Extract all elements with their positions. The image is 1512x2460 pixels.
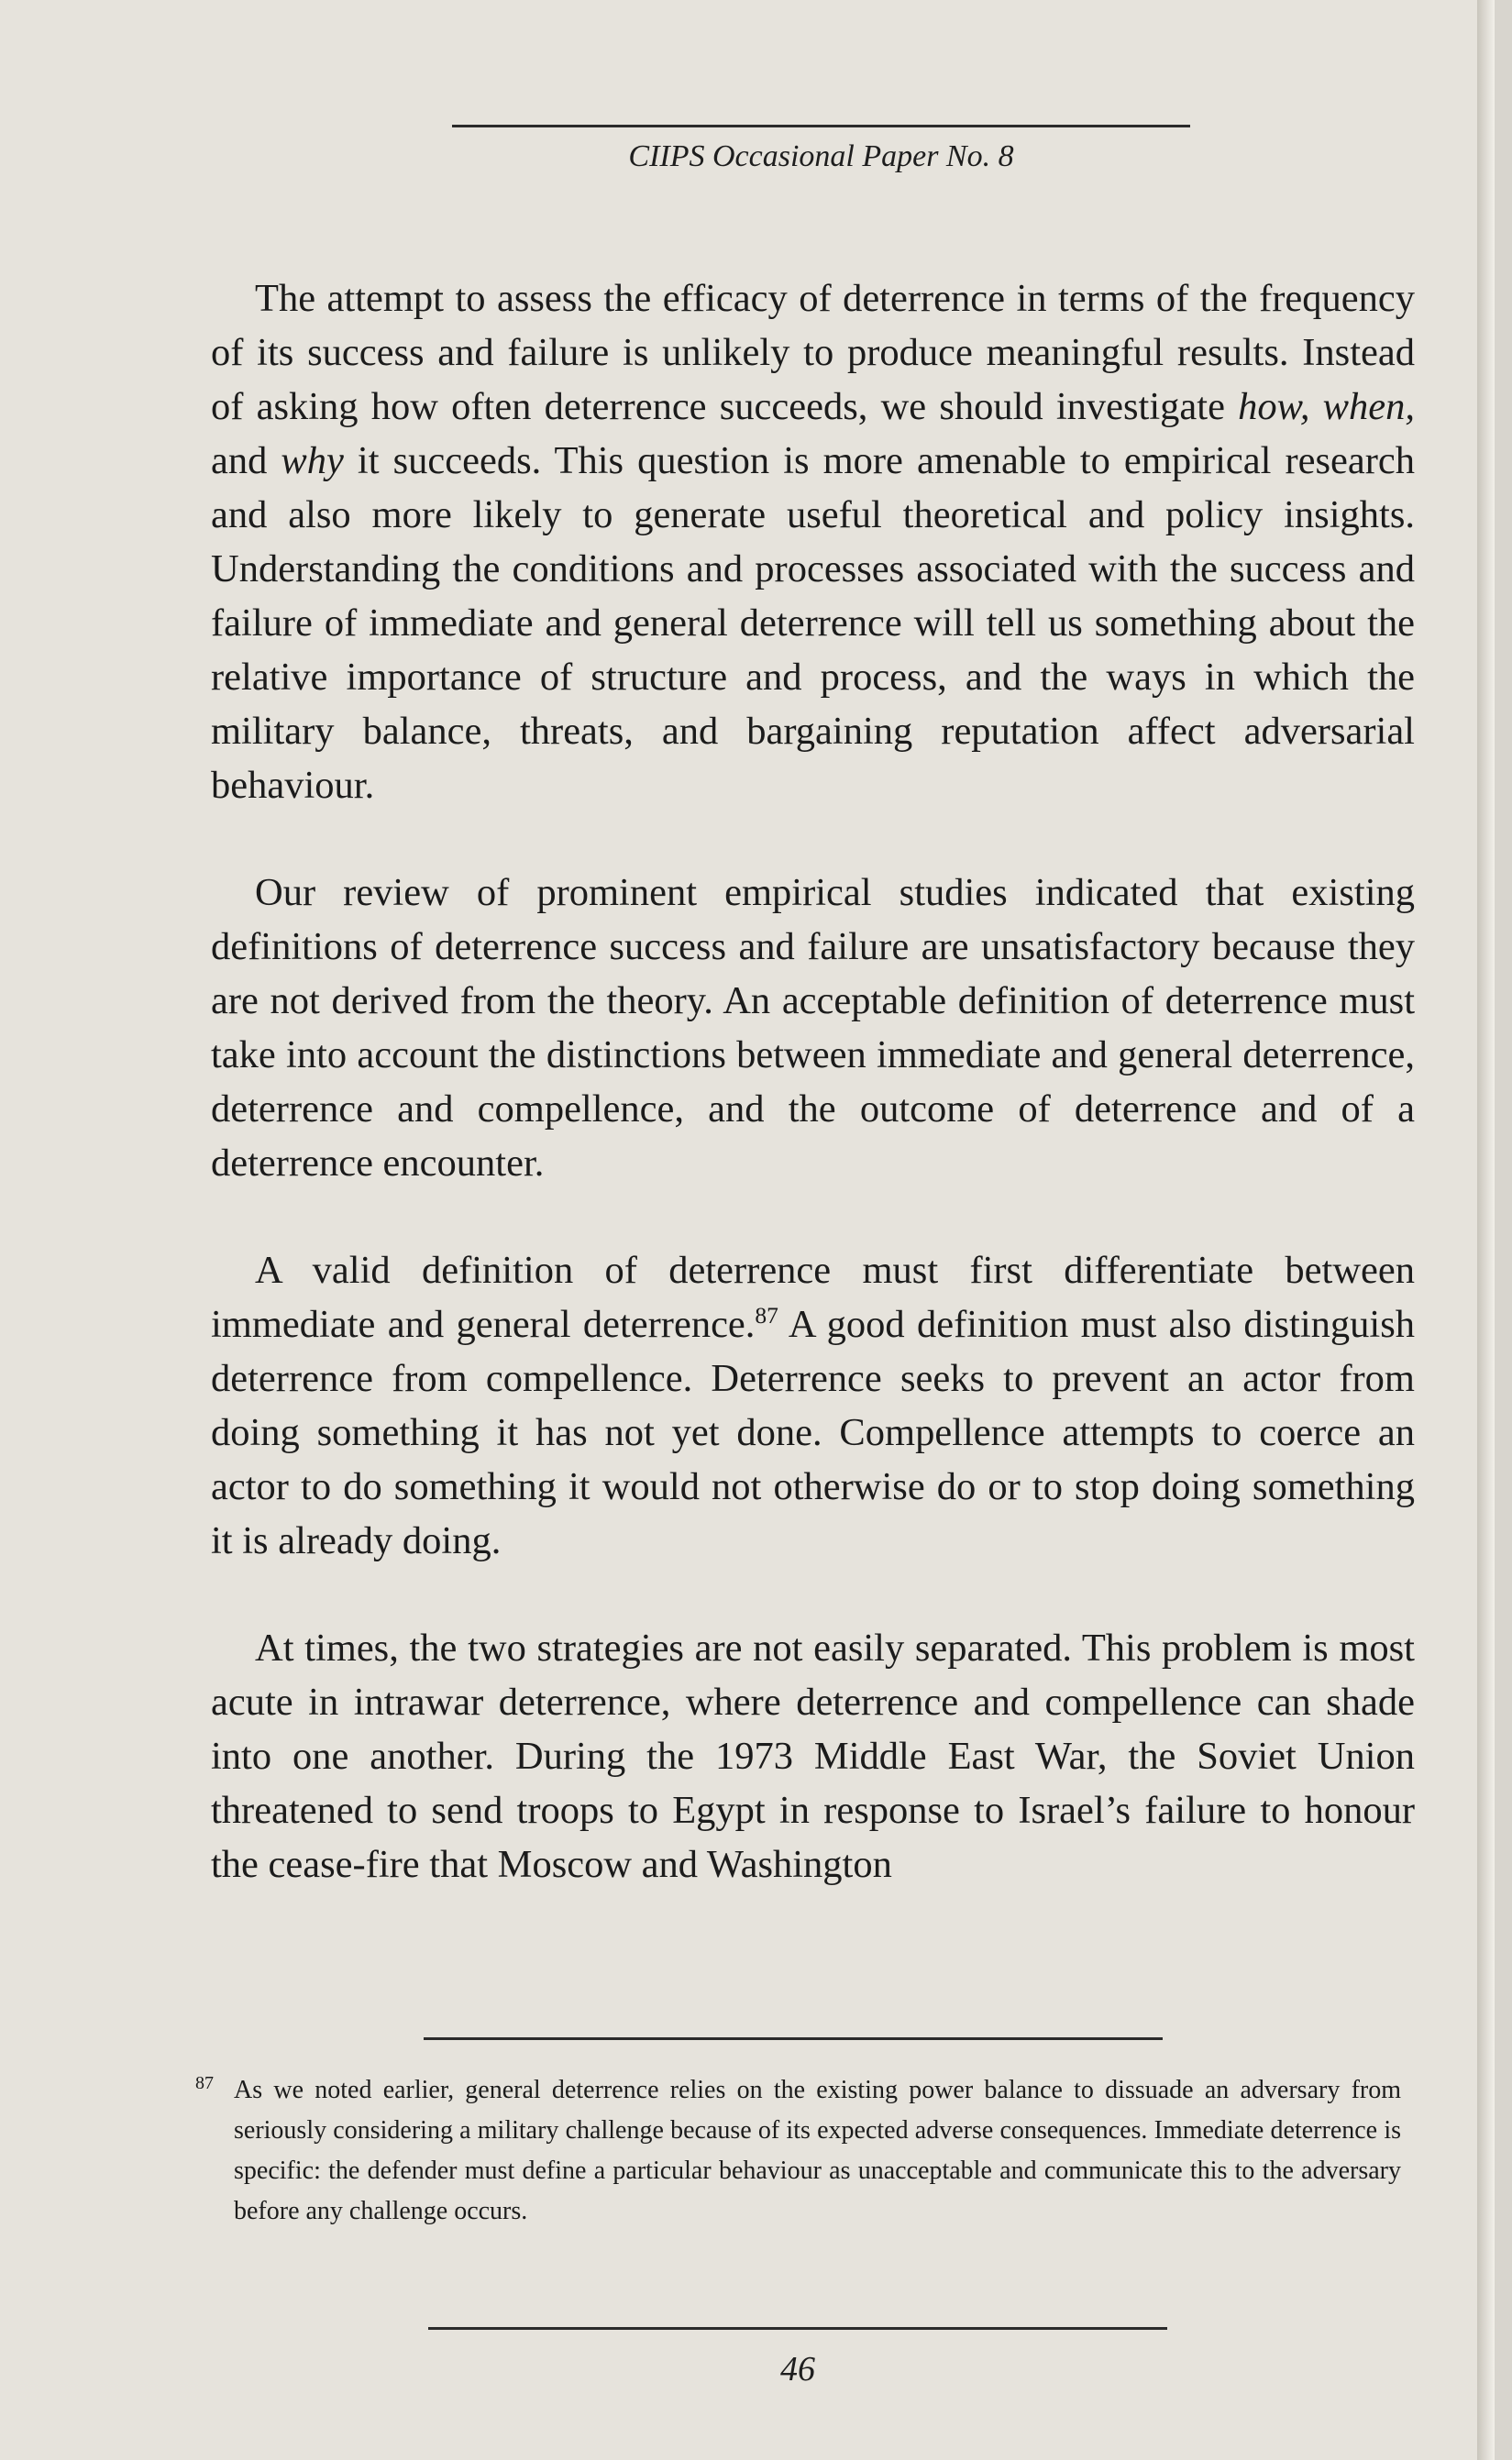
bottom-rule [428, 2327, 1167, 2330]
paragraph-1-sep-1 [1309, 385, 1322, 428]
paragraph-2: Our review of prominent empirical studies indicated that existing definitions of deterrence success and failure are unsatisfactory because they are not derived from the theory. An acceptable definition of deterrence must take into account the distinctions between immediate and general deterrence, deterrence and compellence, and the outcome of deterrence and of a deterrence encounter. [211, 871, 1415, 1185]
footnote [195, 2070, 1401, 2232]
page-edge [1477, 0, 1495, 2460]
page-number: 46 [780, 2350, 815, 2388]
footnote-reference: 87 [755, 1301, 778, 1329]
body-text [211, 271, 1415, 1892]
footnote-number: 87 [195, 2073, 214, 2093]
footnote-rule [424, 2037, 1163, 2040]
paragraph-1-text-a: The attempt to assess the efficacy of deterrence in terms of the frequency of its success and failure is unlikely to produce meaningful results. Instead of asking how often deterrence succeeds, we should investigate [211, 277, 1415, 428]
italic-when: when, [1322, 385, 1416, 428]
paragraph-3 [211, 1243, 1415, 1568]
paragraph-3-text-b: A good definition must also distinguish deterrence from compellence. Deterrence seeks to prevent an actor from doing something it has not yet done. Compellence attempts to coerce an actor to do something it would not otherwise do or to stop doing something it is already doing. [211, 1303, 1415, 1562]
paragraph-1-sep-2: and [211, 439, 281, 482]
italic-why: why [281, 439, 344, 482]
paragraph-1-text-b: it succeeds. This question is more amenable to empirical research and also more likely to generate useful theoretical and policy insights. Understanding the conditions and processes associated with the success and failure of immediate and general deterrence will tell us something about the relative importance of structure and process, and the ways in which the military balance, threats, and bargaining reputation affect adversarial behaviour. [211, 439, 1416, 807]
paragraph-3-text-a: A valid definition of deterrence must first differentiate between immediate and general deterrence. [211, 1249, 1415, 1346]
paragraph-1 [211, 271, 1415, 812]
paragraph-4: At times, the two strategies are not easily separated. This problem is most acute in intrawar deterrence, where deterrence and compellence can shade into one another. During the 1973 Middle East War, the Soviet Union threatened to send troops to Egypt in response to Israel’s failure to honour the cease-fire that Moscow and Washington [211, 1627, 1415, 1886]
header-rule [452, 125, 1190, 127]
running-header: CIIPS Occasional Paper No. 8 [628, 139, 1014, 173]
italic-how: how, [1238, 385, 1310, 428]
footnote-text: As we noted earlier, general deterrence relies on the existing power balance to dissuade an adversary from seriously considering a military challenge because of its expected adverse consequences. Immediate deterrence is specific: the defender must define a particular behaviour as unacceptable and communicate this to the adversary before any challenge occurs. [234, 2076, 1401, 2225]
